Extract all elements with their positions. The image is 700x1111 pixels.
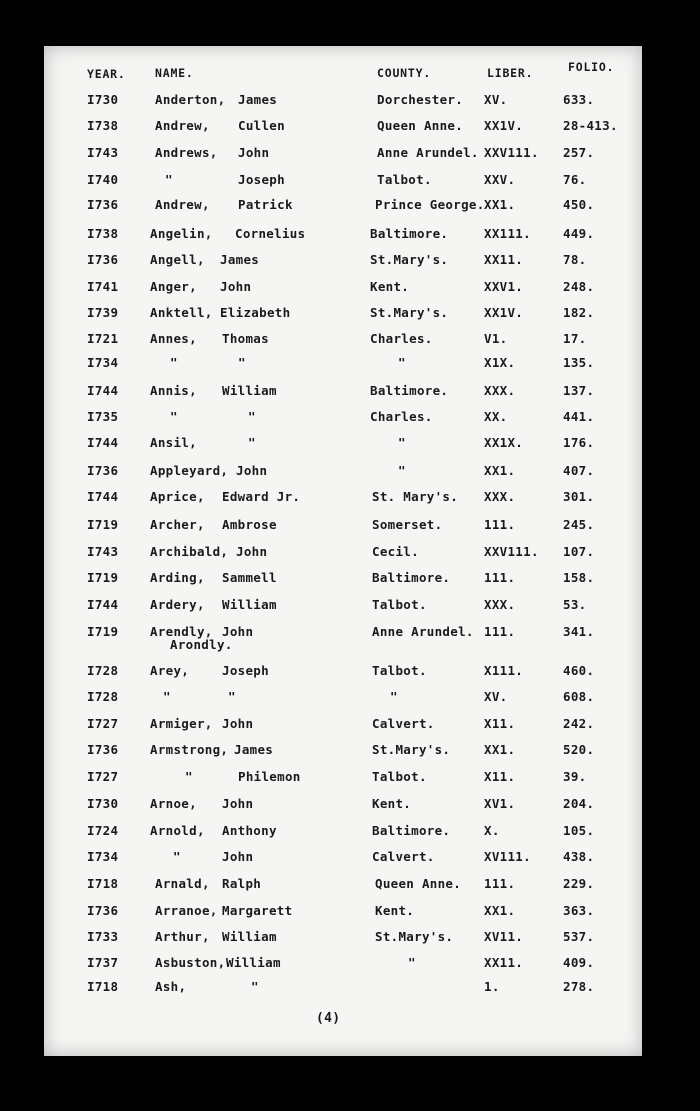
row-folio: 460. bbox=[563, 663, 595, 678]
row-year: I743 bbox=[87, 145, 119, 160]
row-surname: Andrew, bbox=[155, 118, 210, 133]
row-liber: XX. bbox=[484, 409, 508, 424]
row-folio: 53. bbox=[563, 597, 587, 612]
row-given-name: Elizabeth bbox=[220, 305, 291, 320]
row-county: Kent. bbox=[372, 796, 412, 811]
row-liber: XXX. bbox=[484, 489, 516, 504]
row-surname: Arey, bbox=[150, 663, 190, 678]
row-given-name: John bbox=[238, 145, 270, 160]
column-header-liber: LIBER. bbox=[487, 66, 534, 80]
row-surname: Archibald, bbox=[150, 544, 229, 559]
row-given-name: John bbox=[236, 544, 268, 559]
row-county: St.Mary's. bbox=[370, 305, 449, 320]
row-liber: 1. bbox=[484, 979, 500, 994]
row-county: St.Mary's. bbox=[372, 742, 451, 757]
page-number: (4) bbox=[316, 1011, 341, 1026]
row-year: I719 bbox=[87, 517, 119, 532]
row-year: I736 bbox=[87, 197, 119, 212]
row-county: Queen Anne. bbox=[375, 876, 462, 891]
row-liber: XX1X. bbox=[484, 435, 524, 450]
alias-name: Arondly. bbox=[170, 637, 233, 652]
row-year: I730 bbox=[87, 796, 119, 811]
row-liber: XXX. bbox=[484, 383, 516, 398]
row-folio: 28-413. bbox=[563, 118, 618, 133]
row-year: I719 bbox=[87, 570, 119, 585]
row-surname: Archer, bbox=[150, 517, 205, 532]
row-surname: Arranoe, bbox=[155, 903, 218, 918]
row-given-name: Anthony bbox=[222, 823, 277, 838]
row-surname: Arding, bbox=[150, 570, 205, 585]
row-county: Talbot. bbox=[372, 663, 427, 678]
row-surname: Armstrong, bbox=[150, 742, 229, 757]
row-given-name: Edward Jr. bbox=[222, 489, 301, 504]
row-liber: XXX. bbox=[484, 597, 516, 612]
row-year: I734 bbox=[87, 849, 119, 864]
column-header-name: NAME. bbox=[155, 66, 194, 80]
row-county: St.Mary's. bbox=[375, 929, 454, 944]
row-county: Kent. bbox=[375, 903, 415, 918]
row-given-name: " bbox=[248, 435, 256, 450]
row-year: I734 bbox=[87, 355, 119, 370]
row-year: I736 bbox=[87, 903, 119, 918]
row-folio: 441. bbox=[563, 409, 595, 424]
row-surname: Andrew, bbox=[155, 197, 210, 212]
row-folio: 301. bbox=[563, 489, 595, 504]
row-liber: XV111. bbox=[484, 849, 531, 864]
row-surname: Armiger, bbox=[150, 716, 213, 731]
row-year: I718 bbox=[87, 876, 119, 891]
row-surname: Ansil, bbox=[150, 435, 197, 450]
row-year: I736 bbox=[87, 463, 119, 478]
row-folio: 363. bbox=[563, 903, 595, 918]
row-folio: 245. bbox=[563, 517, 595, 532]
row-surname: " bbox=[185, 769, 193, 784]
row-given-name: William bbox=[222, 597, 277, 612]
row-county: Talbot. bbox=[372, 597, 427, 612]
row-county: St.Mary's. bbox=[370, 252, 449, 267]
row-surname: Aprice, bbox=[150, 489, 205, 504]
row-given-name: John bbox=[222, 849, 254, 864]
row-year: I719 bbox=[87, 624, 119, 639]
row-folio: 520. bbox=[563, 742, 595, 757]
row-liber: XX11. bbox=[484, 252, 524, 267]
row-given-name: John bbox=[222, 624, 254, 639]
row-liber: X11. bbox=[484, 769, 516, 784]
row-year: I727 bbox=[87, 769, 119, 784]
row-year: I744 bbox=[87, 383, 119, 398]
row-given-name: Thomas bbox=[222, 331, 269, 346]
row-given-name: Ralph bbox=[222, 876, 262, 891]
row-folio: 438. bbox=[563, 849, 595, 864]
column-header-folio: FOLIO. bbox=[568, 60, 615, 74]
row-year: I744 bbox=[87, 489, 119, 504]
row-county: Calvert. bbox=[372, 849, 435, 864]
row-year: I744 bbox=[87, 435, 119, 450]
row-liber: 111. bbox=[484, 624, 516, 639]
row-given-name: " bbox=[228, 689, 236, 704]
row-liber: XV. bbox=[484, 689, 508, 704]
row-folio: 450. bbox=[563, 197, 595, 212]
row-liber: XX111. bbox=[484, 226, 531, 241]
row-year: I736 bbox=[87, 742, 119, 757]
row-surname: Angell, bbox=[150, 252, 205, 267]
row-liber: V1. bbox=[484, 331, 508, 346]
row-folio: 135. bbox=[563, 355, 595, 370]
column-header-year: YEAR. bbox=[87, 67, 126, 81]
row-surname: Appleyard, bbox=[150, 463, 229, 478]
row-year: I721 bbox=[87, 331, 119, 346]
row-county: " bbox=[390, 689, 398, 704]
row-county: Calvert. bbox=[372, 716, 435, 731]
row-surname: Arnold, bbox=[150, 823, 205, 838]
row-surname: Angelin, bbox=[150, 226, 213, 241]
row-given-name: Philemon bbox=[238, 769, 301, 784]
row-liber: XX1V. bbox=[484, 118, 524, 133]
row-county: Baltimore. bbox=[372, 570, 451, 585]
row-liber: XXV1. bbox=[484, 279, 524, 294]
row-given-name: William bbox=[222, 929, 277, 944]
row-given-name: John bbox=[222, 796, 254, 811]
row-year: I744 bbox=[87, 597, 119, 612]
row-surname: " bbox=[170, 355, 178, 370]
row-year: I718 bbox=[87, 979, 119, 994]
row-given-name: William bbox=[222, 383, 277, 398]
row-year: I741 bbox=[87, 279, 119, 294]
row-liber: 111. bbox=[484, 876, 516, 891]
document-page bbox=[44, 46, 642, 1056]
row-county: Charles. bbox=[370, 409, 433, 424]
row-given-name: William bbox=[226, 955, 281, 970]
row-surname: " bbox=[163, 689, 171, 704]
row-liber: X111. bbox=[484, 663, 524, 678]
row-given-name: James bbox=[238, 92, 278, 107]
row-county: Kent. bbox=[370, 279, 410, 294]
row-given-name: Joseph bbox=[222, 663, 269, 678]
row-surname: Anderton, bbox=[155, 92, 226, 107]
row-folio: 137. bbox=[563, 383, 595, 398]
row-liber: XV11. bbox=[484, 929, 524, 944]
row-year: I728 bbox=[87, 689, 119, 704]
row-county: Prince George. bbox=[375, 197, 485, 212]
row-surname: " bbox=[173, 849, 181, 864]
row-folio: 537. bbox=[563, 929, 595, 944]
row-liber: XV1. bbox=[484, 796, 516, 811]
row-given-name: " bbox=[248, 409, 256, 424]
row-folio: 76. bbox=[563, 172, 587, 187]
row-folio: 248. bbox=[563, 279, 595, 294]
row-folio: 278. bbox=[563, 979, 595, 994]
row-surname: Arendly, bbox=[150, 624, 213, 639]
row-county: Baltimore. bbox=[370, 226, 449, 241]
row-year: I740 bbox=[87, 172, 119, 187]
row-folio: 608. bbox=[563, 689, 595, 704]
row-county: " bbox=[398, 355, 406, 370]
row-county: Baltimore. bbox=[372, 823, 451, 838]
row-county: " bbox=[398, 435, 406, 450]
row-liber: 111. bbox=[484, 517, 516, 532]
row-year: I730 bbox=[87, 92, 119, 107]
row-surname: Anktell, bbox=[150, 305, 213, 320]
row-given-name: Cornelius bbox=[235, 226, 306, 241]
row-county: Charles. bbox=[370, 331, 433, 346]
row-folio: 341. bbox=[563, 624, 595, 639]
row-county: Talbot. bbox=[377, 172, 432, 187]
row-liber: X. bbox=[484, 823, 500, 838]
row-county: Baltimore. bbox=[370, 383, 449, 398]
column-header-county: COUNTY. bbox=[377, 66, 432, 80]
row-surname: Asbuston, bbox=[155, 955, 226, 970]
row-county: " bbox=[398, 463, 406, 478]
row-county: " bbox=[408, 955, 416, 970]
row-folio: 17. bbox=[563, 331, 587, 346]
row-given-name: " bbox=[238, 355, 246, 370]
row-surname: Annis, bbox=[150, 383, 197, 398]
row-given-name: Joseph bbox=[238, 172, 285, 187]
row-given-name: Ambrose bbox=[222, 517, 277, 532]
row-liber: XXV111. bbox=[484, 544, 539, 559]
row-liber: XX1. bbox=[484, 197, 516, 212]
row-surname: Ash, bbox=[155, 979, 187, 994]
row-liber: XX1V. bbox=[484, 305, 524, 320]
row-surname: " bbox=[165, 172, 173, 187]
row-liber: XX11. bbox=[484, 955, 524, 970]
row-surname: " bbox=[170, 409, 178, 424]
row-year: I738 bbox=[87, 226, 119, 241]
row-year: I739 bbox=[87, 305, 119, 320]
row-county: Anne Arundel. bbox=[372, 624, 474, 639]
row-folio: 449. bbox=[563, 226, 595, 241]
row-folio: 158. bbox=[563, 570, 595, 585]
row-surname: Andrews, bbox=[155, 145, 218, 160]
row-county: Queen Anne. bbox=[377, 118, 464, 133]
row-year: I724 bbox=[87, 823, 119, 838]
row-county: Cecil. bbox=[372, 544, 419, 559]
row-county: Somerset. bbox=[372, 517, 443, 532]
row-liber: X11. bbox=[484, 716, 516, 731]
row-year: I733 bbox=[87, 929, 119, 944]
row-county: St. Mary's. bbox=[372, 489, 459, 504]
row-given-name: " bbox=[251, 979, 259, 994]
row-folio: 182. bbox=[563, 305, 595, 320]
row-surname: Anger, bbox=[150, 279, 197, 294]
row-county: Dorchester. bbox=[377, 92, 464, 107]
row-folio: 204. bbox=[563, 796, 595, 811]
row-given-name: John bbox=[236, 463, 268, 478]
row-surname: Arnald, bbox=[155, 876, 210, 891]
row-folio: 633. bbox=[563, 92, 595, 107]
row-surname: Ardery, bbox=[150, 597, 205, 612]
row-liber: X1X. bbox=[484, 355, 516, 370]
row-folio: 409. bbox=[563, 955, 595, 970]
row-liber: XV. bbox=[484, 92, 508, 107]
row-given-name: Cullen bbox=[238, 118, 285, 133]
row-folio: 39. bbox=[563, 769, 587, 784]
row-liber: XXV. bbox=[484, 172, 516, 187]
row-surname: Arnoe, bbox=[150, 796, 197, 811]
row-liber: XX1. bbox=[484, 903, 516, 918]
row-liber: XX1. bbox=[484, 742, 516, 757]
row-folio: 407. bbox=[563, 463, 595, 478]
row-surname: Arthur, bbox=[155, 929, 210, 944]
row-folio: 105. bbox=[563, 823, 595, 838]
row-year: I738 bbox=[87, 118, 119, 133]
row-folio: 257. bbox=[563, 145, 595, 160]
row-liber: XXV111. bbox=[484, 145, 539, 160]
row-folio: 229. bbox=[563, 876, 595, 891]
row-folio: 242. bbox=[563, 716, 595, 731]
row-year: I737 bbox=[87, 955, 119, 970]
row-given-name: James bbox=[220, 252, 260, 267]
row-liber: XX1. bbox=[484, 463, 516, 478]
row-county: Anne Arundel. bbox=[377, 145, 479, 160]
row-liber: 111. bbox=[484, 570, 516, 585]
row-given-name: John bbox=[222, 716, 254, 731]
row-given-name: Margarett bbox=[222, 903, 293, 918]
row-year: I728 bbox=[87, 663, 119, 678]
row-county: Talbot. bbox=[372, 769, 427, 784]
row-year: I735 bbox=[87, 409, 119, 424]
row-folio: 176. bbox=[563, 435, 595, 450]
row-year: I727 bbox=[87, 716, 119, 731]
row-surname: Annes, bbox=[150, 331, 197, 346]
row-year: I736 bbox=[87, 252, 119, 267]
row-folio: 78. bbox=[563, 252, 587, 267]
row-given-name: Patrick bbox=[238, 197, 293, 212]
row-year: I743 bbox=[87, 544, 119, 559]
row-given-name: James bbox=[234, 742, 274, 757]
row-given-name: John bbox=[220, 279, 252, 294]
row-given-name: Sammell bbox=[222, 570, 277, 585]
row-folio: 107. bbox=[563, 544, 595, 559]
